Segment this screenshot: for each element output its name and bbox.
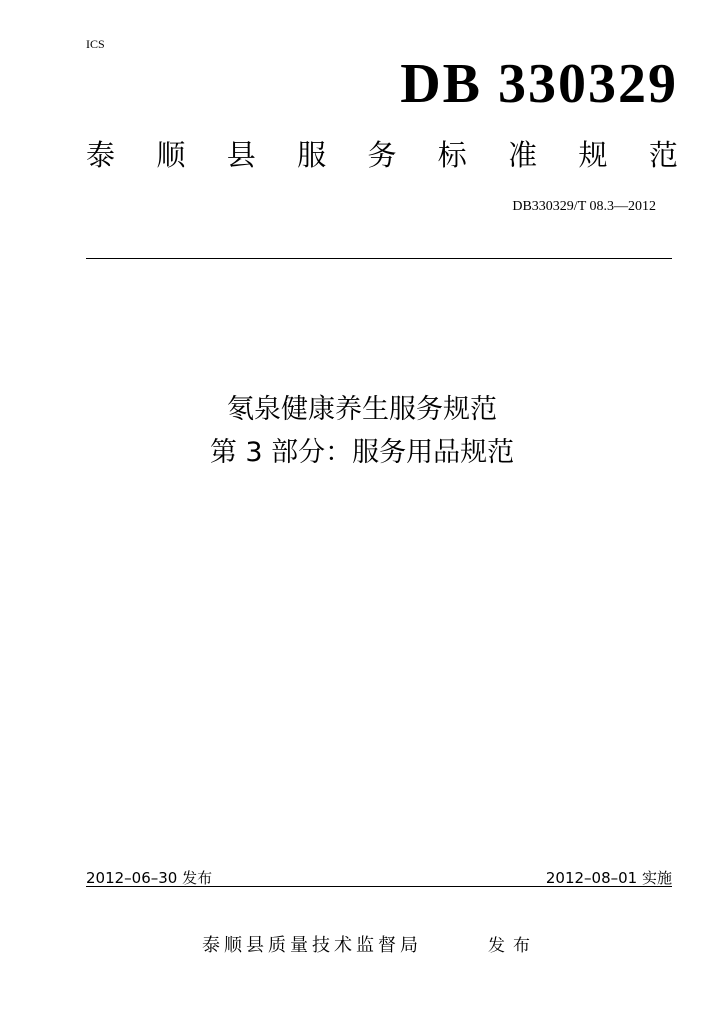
issuing-authority: 泰顺县质量技术监督局 xyxy=(202,935,422,956)
title-main: 氡泉健康养生服务规范 xyxy=(227,394,497,425)
standard-number: DB330329/T 08.3—2012 xyxy=(512,199,656,214)
std-type-char: 顺 xyxy=(156,138,186,172)
std-type-char: 准 xyxy=(508,138,538,172)
bottom-divider xyxy=(86,886,672,887)
standard-type-heading xyxy=(86,138,678,173)
issue-action: 发布 xyxy=(488,936,538,956)
publish-date: 2012–06–30 发布 xyxy=(86,869,213,887)
std-type-char: 泰 xyxy=(86,138,116,172)
document-title xyxy=(0,388,724,474)
implement-date: 2012–08–01 实施 xyxy=(545,869,672,887)
ics-label: ICS xyxy=(86,37,105,51)
std-type-char: 务 xyxy=(367,138,397,172)
top-divider xyxy=(86,258,672,259)
std-type-char: 县 xyxy=(226,138,256,172)
title-part: 第 3 部分：服务用品规范 xyxy=(209,437,515,468)
std-type-char: 范 xyxy=(648,138,678,172)
db-code-title: DB 330329 xyxy=(400,53,678,115)
std-type-char: 规 xyxy=(578,138,608,172)
std-type-char: 标 xyxy=(437,138,467,172)
std-type-char: 服 xyxy=(297,138,327,172)
